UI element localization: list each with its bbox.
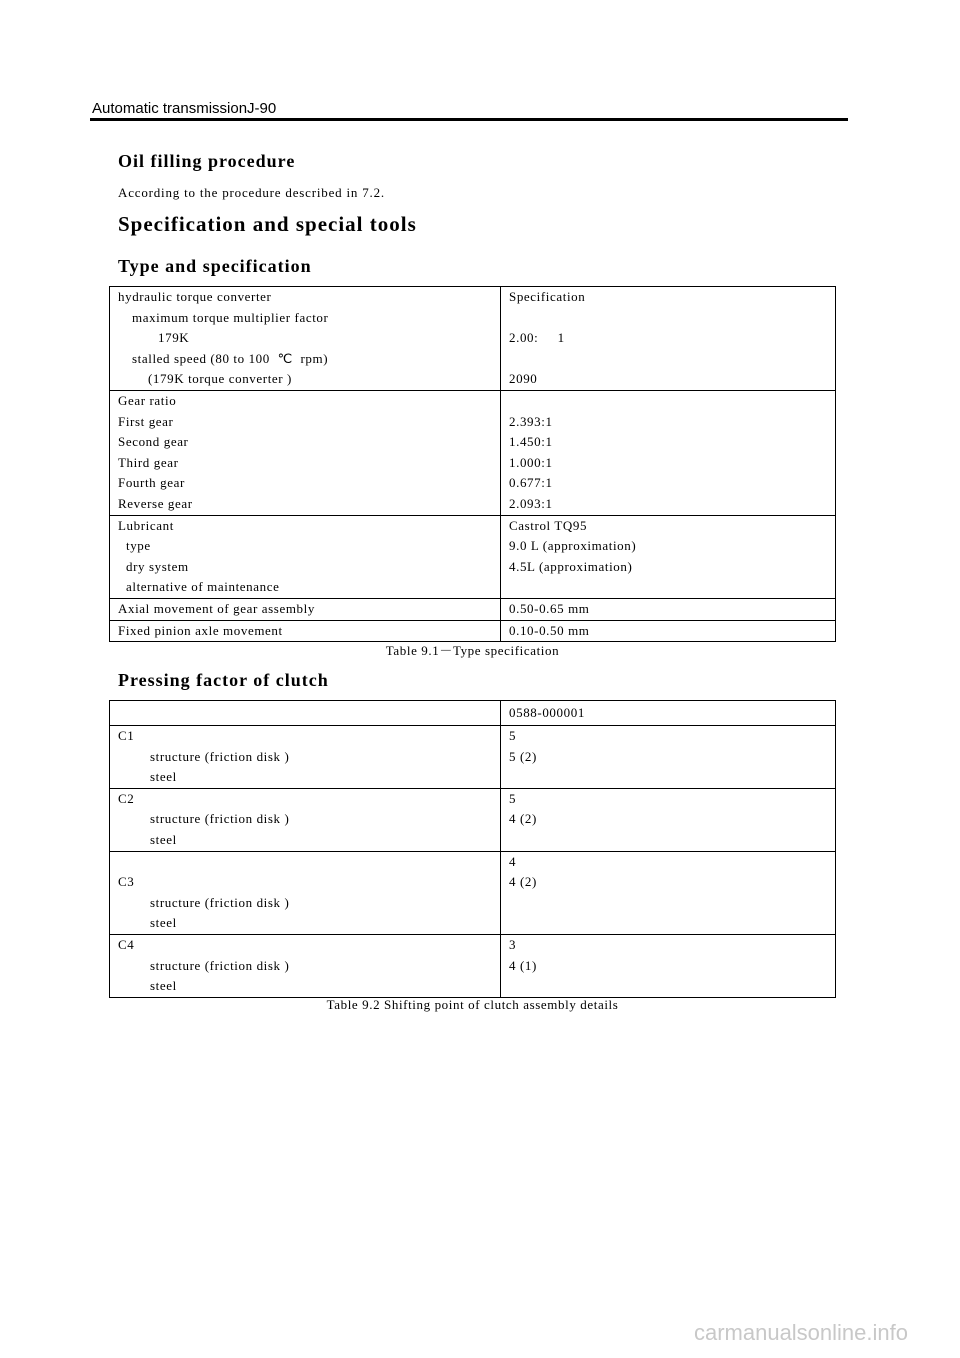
spacer xyxy=(509,391,827,412)
lubricant-dry-label: dry system xyxy=(126,558,189,574)
lubricant-title: Lubricant xyxy=(118,517,174,533)
clutch-name: C2 xyxy=(118,790,135,806)
gear-label: First gear xyxy=(118,413,174,429)
header-rule xyxy=(90,118,848,121)
pinion-label: Fixed pinion axle movement xyxy=(110,620,501,642)
gear-label: Third gear xyxy=(118,454,179,470)
lubricant-dry-value: 4.5L (approximation) xyxy=(509,558,633,574)
table-row xyxy=(110,726,836,789)
watermark: carmanualsonline.info xyxy=(693,1320,908,1345)
gear-value: 1.000:1 xyxy=(509,454,553,470)
table-cell xyxy=(110,934,501,997)
clutch-table xyxy=(109,700,836,998)
k179-label: 179K xyxy=(158,330,190,346)
table-cell xyxy=(110,515,501,598)
gear-label: Second gear xyxy=(118,434,189,450)
clutch-value: 5 xyxy=(509,728,517,743)
table-cell xyxy=(110,390,501,515)
spec-header: Specification xyxy=(509,289,586,304)
table-cell xyxy=(501,851,836,934)
structure-label: structure (friction disk ) xyxy=(150,748,290,764)
table-cell xyxy=(110,788,501,851)
table-cell xyxy=(501,287,836,391)
table-cell xyxy=(110,851,501,934)
table-row xyxy=(110,287,836,391)
gear-value: 2.393:1 xyxy=(509,413,553,429)
type-spec-table xyxy=(109,286,836,642)
table-cell xyxy=(501,390,836,515)
table-row xyxy=(110,390,836,515)
table-cell xyxy=(110,701,501,726)
clutch-name: C1 xyxy=(118,728,135,743)
table-row xyxy=(110,515,836,598)
clutch-name: C4 xyxy=(118,936,135,952)
steel-label: steel xyxy=(150,769,177,785)
mult-value: 2.00: 1 xyxy=(509,330,565,346)
gear-value: 2.093:1 xyxy=(509,495,553,511)
gear-title: Gear ratio xyxy=(118,392,177,408)
pinion-value: 0.10-0.50 mm xyxy=(501,620,836,642)
heading-oil-filling: Oil filling procedure xyxy=(118,151,296,171)
table-row xyxy=(110,598,836,620)
lubricant-brand: Castrol TQ95 xyxy=(509,517,588,533)
lubricant-type-label: type xyxy=(126,538,151,554)
table-cell xyxy=(501,788,836,851)
clutch-value: 5 (2) xyxy=(509,748,537,764)
spacer xyxy=(509,308,827,329)
table-row xyxy=(110,701,836,726)
table-cell xyxy=(110,726,501,789)
heading-spec-tools: Specification and special tools xyxy=(118,212,417,236)
oil-filling-text: According to the procedure described in 7.2. xyxy=(118,185,385,200)
table-row xyxy=(110,934,836,997)
table-cell xyxy=(501,515,836,598)
gear-label: Reverse gear xyxy=(118,495,193,511)
clutch-value: 4 (2) xyxy=(509,874,537,890)
clutch-value: 5 xyxy=(509,790,517,806)
structure-label: structure (friction disk ) xyxy=(150,811,290,827)
stall-sub: (179K torque converter ) xyxy=(148,371,292,387)
table-cell xyxy=(501,726,836,789)
gear-value: 0.677:1 xyxy=(509,475,553,491)
table-row xyxy=(110,788,836,851)
steel-label: steel xyxy=(150,915,177,931)
page-header: Automatic transmissionJ-90 xyxy=(92,100,277,117)
lubricant-type-value: 9.0 L (approximation) xyxy=(509,538,637,554)
table-cell xyxy=(501,934,836,997)
gear-label: Fourth gear xyxy=(118,475,185,491)
clutch-value: 4 (1) xyxy=(509,957,537,973)
clutch-value: 3 xyxy=(509,936,517,952)
converter-title: hydraulic torque converter xyxy=(118,289,272,304)
heading-type-spec: Type and specification xyxy=(118,256,312,276)
mult-label: maximum torque multiplier factor xyxy=(132,309,329,325)
stall-label: stalled speed (80 to 100 ℃ rpm) xyxy=(132,350,329,366)
stall-value: 2090 xyxy=(509,371,538,387)
steel-label: steel xyxy=(150,831,177,847)
table2-caption: Table 9.2 Shifting point of clutch assembly details xyxy=(326,997,619,1012)
table-cell xyxy=(110,287,501,391)
clutch-value: 4 (2) xyxy=(509,811,537,827)
axial-label: Axial movement of gear assembly xyxy=(110,598,501,620)
axial-value: 0.50-0.65 mm xyxy=(501,598,836,620)
gear-value: 1.450:1 xyxy=(509,434,553,450)
spacer xyxy=(509,349,827,370)
table-row xyxy=(110,851,836,934)
table-row xyxy=(110,620,836,642)
structure-label: structure (friction disk ) xyxy=(150,957,290,973)
clutch-name: C3 xyxy=(118,874,135,890)
structure-label: structure (friction disk ) xyxy=(150,894,290,910)
clutch-table-header: 0588-000001 xyxy=(501,701,836,726)
lubricant-alt-label: alternative of maintenance xyxy=(126,579,280,595)
table1-caption: Table 9.1－Type specification xyxy=(385,643,560,658)
spacer xyxy=(118,852,492,873)
heading-pressing: Pressing factor of clutch xyxy=(118,670,329,690)
clutch-value: 4 xyxy=(509,853,517,869)
steel-label: steel xyxy=(150,978,177,994)
